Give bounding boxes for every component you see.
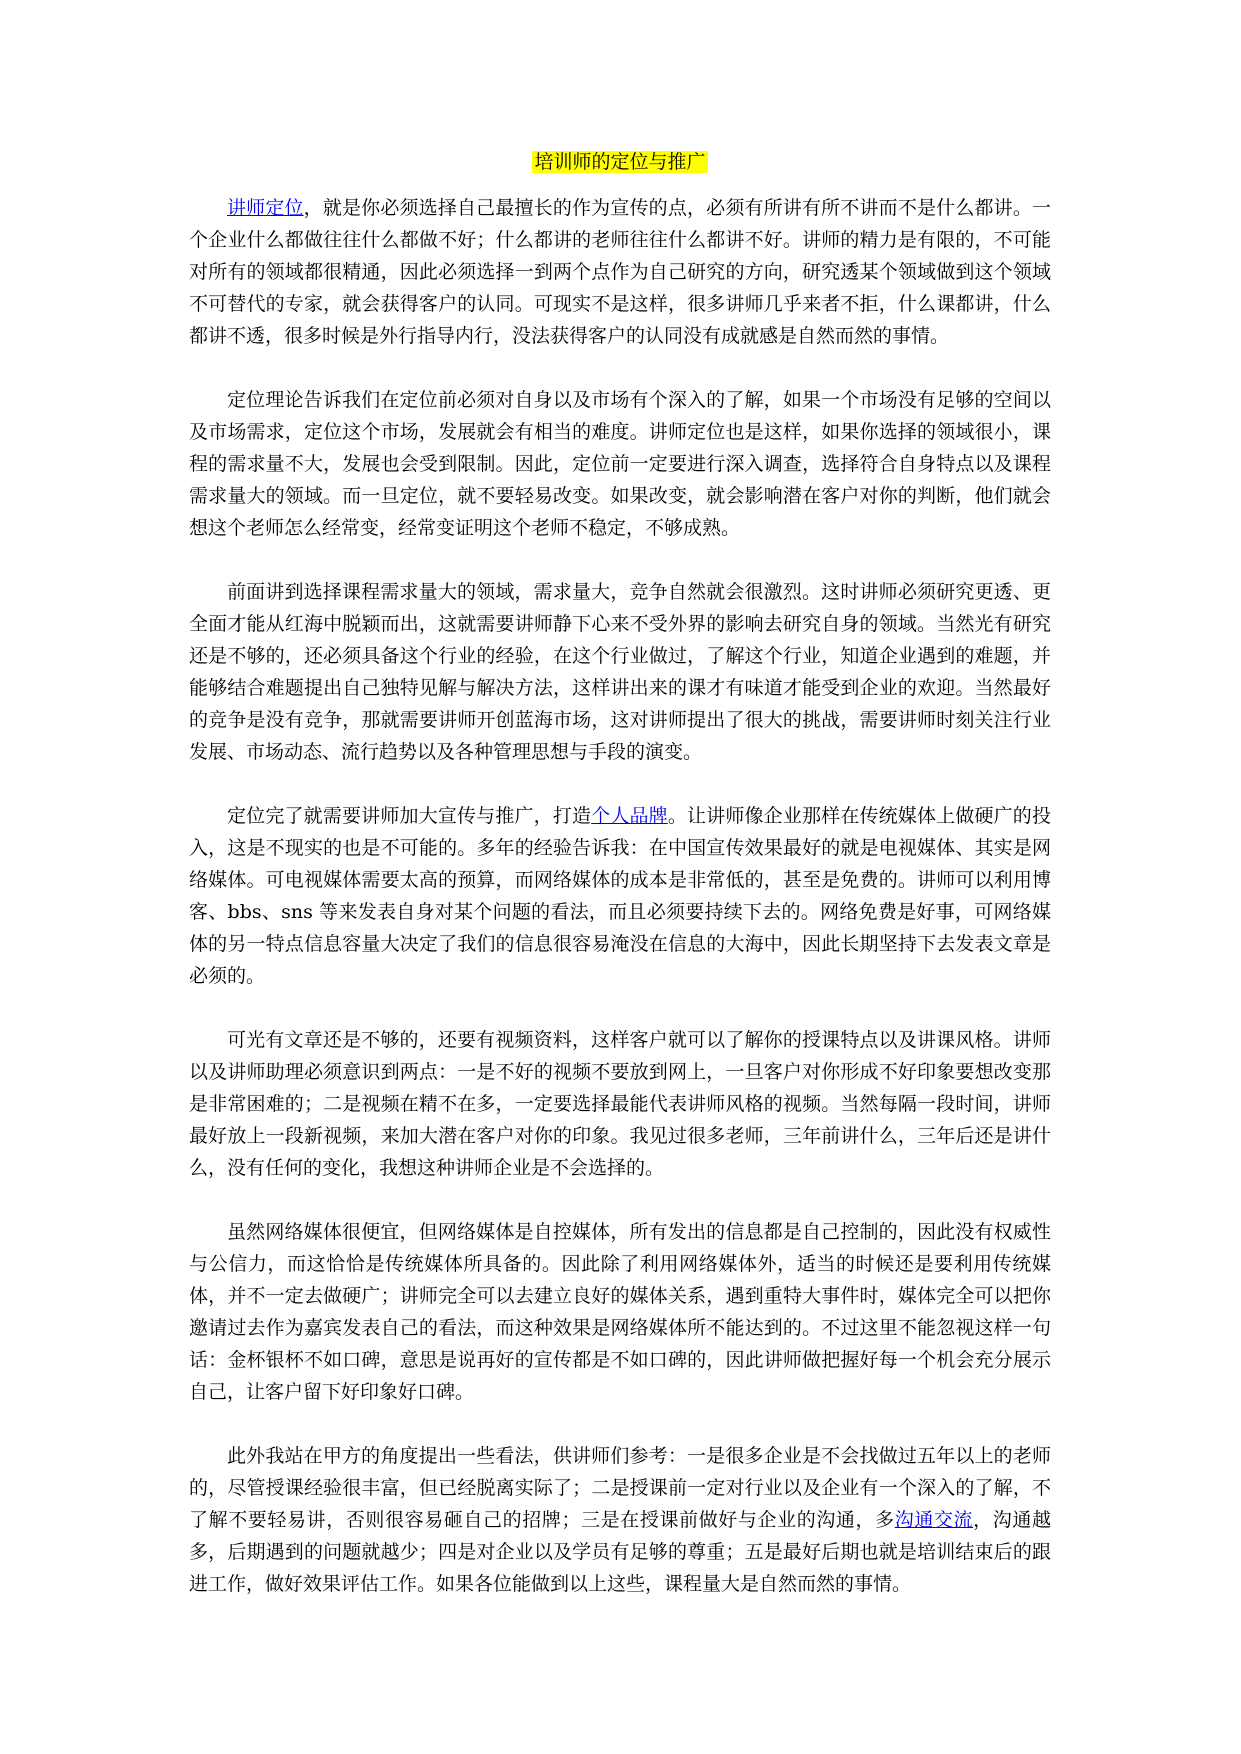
paragraph-2: 定位理论告诉我们在定位前必须对自身以及市场有个深入的了解，如果一个市场没有足够的空间以及市场需求，定位这个市场，发展就会有相当的难度。讲师定位也是这样，如果你选择的领域很小，课程的需求量不大，发展也会受到限制。因此，定位前一定要进行深入调查，选择符合自身特点以及课程需求量大的领域。而一旦定位，就不要轻易改变。如果改变，就会影响潜在客户对你的判断，他们就会想这个老师怎么经常变，经常变证明这个老师不稳定，不够成熟。 xyxy=(189,389,1051,539)
link-lecturer-positioning[interactable]: 讲师定位 xyxy=(227,197,304,219)
paragraph-7-text-after: ，沟通越多，后期遇到的问题就越少；四是对企业以及学员有足够的尊重；五是最好后期也就是培训结束后的跟进工作，做好效果评估工作。如果各位能做到以上这些，课程量大是自然而然的事情。 xyxy=(189,1509,1051,1595)
paragraph-7 xyxy=(189,1440,1051,1600)
paragraph-4 xyxy=(189,800,1051,992)
link-communication[interactable]: 沟通交流 xyxy=(894,1509,974,1531)
paragraph-6: 虽然网络媒体很便宜，但网络媒体是自控媒体，所有发出的信息都是自己控制的，因此没有权威性与公信力，而这恰恰是传统媒体所具备的。因此除了利用网络媒体外，适当的时候还是要利用传统媒体，并不一定去做硬广；讲师完全可以去建立良好的媒体关系，遇到重特大事件时，媒体完全可以把你邀请过去作为嘉宾发表自己的看法，而这种效果是网络媒体所不能达到的。不过这里不能忽视这样一句话：金杯银杯不如口碑，意思是说再好的宣传都是不如口碑的，因此讲师做把握好每一个机会充分展示自己，让客户留下好印象好口碑。 xyxy=(189,1221,1051,1403)
paragraph-4-text-after: 。让讲师像企业那样在传统媒体上做硬广的投入，这是不现实的也是不可能的。多年的经验告诉我：在中国宣传效果最好的就是电视媒体、其实是网络媒体。可电视媒体需要太高的预算，而网络媒体的成本是非常低的，甚至是免费的。讲师可以利用博客、bbs、sns 等来发表自身对某个问题的看法，而且必须要持续下去的。网络免费是好事，可网络媒体的另一特点信息容量大决定了我们的信息很容易淹没在信息的大海中，因此长期坚持下去发表文章是必须的。 xyxy=(189,805,1051,987)
link-personal-brand[interactable]: 个人品牌 xyxy=(591,805,668,827)
document-title: 培训师的定位与推广 xyxy=(534,151,706,173)
paragraph-7-text-before: 此外我站在甲方的角度提出一些看法，供讲师们参考：一是很多企业是不会找做过五年以上的老师的，尽管授课经验很丰富，但已经脱离实际了；二是授课前一定对行业以及企业有一个深入的了解，不了解不要轻易讲，否则很容易砸自己的招牌；三是在授课前做好与企业的沟通，多 xyxy=(189,1445,1051,1531)
paragraph-3: 前面讲到选择课程需求量大的领域，需求量大，竞争自然就会很激烈。这时讲师必须研究更透、更全面才能从红海中脱颖而出，这就需要讲师静下心来不受外界的影响去研究自身的领域。当然光有研究还是不够的，还必须具备这个行业的经验，在这个行业做过，了解这个行业，知道企业遇到的难题，并能够结合难题提出自己独特见解与解决方法，这样讲出来的课才有味道才能受到企业的欢迎。当然最好的竞争是没有竞争，那就需要讲师开创蓝海市场，这对讲师提出了很大的挑战，需要讲师时刻关注行业发展、市场动态、流行趋势以及各种管理思想与手段的演变。 xyxy=(189,581,1051,763)
paragraph-5: 可光有文章还是不够的，还要有视频资料，这样客户就可以了解你的授课特点以及讲课风格。讲师以及讲师助理必须意识到两点：一是不好的视频不要放到网上，一旦客户对你形成不好印象要想改变那是非常困难的；二是视频在精不在多，一定要选择最能代表讲师风格的视频。当然每隔一段时间，讲师最好放上一段新视频，来加大潜在客户对你的印象。我见过很多老师，三年前讲什么，三年后还是讲什么，没有任何的变化，我想这种讲师企业是不会选择的。 xyxy=(189,1029,1051,1179)
paragraph-1-text: ，就是你必须选择自己最擅长的作为宣传的点，必须有所讲有所不讲而不是什么都讲。一个企业什么都做往往什么都做不好；什么都讲的老师往往什么都讲不好。讲师的精力是有限的，不可能对所有的领域都很精通，因此必须选择一到两个点作为自己研究的方向，研究透某个领域做到这个领域不可替代的专家，就会获得客户的认同。可现实不是这样，很多讲师几乎来者不拒，什么课都讲，什么都讲不透，很多时候是外行指导内行，没法获得客户的认同没有成就感是自然而然的事情。 xyxy=(189,197,1051,347)
paragraph-1 xyxy=(189,192,1051,352)
paragraph-4-text-before: 定位完了就需要讲师加大宣传与推广，打造 xyxy=(227,805,592,827)
title-container xyxy=(189,148,1051,176)
document-page xyxy=(189,148,1051,1600)
